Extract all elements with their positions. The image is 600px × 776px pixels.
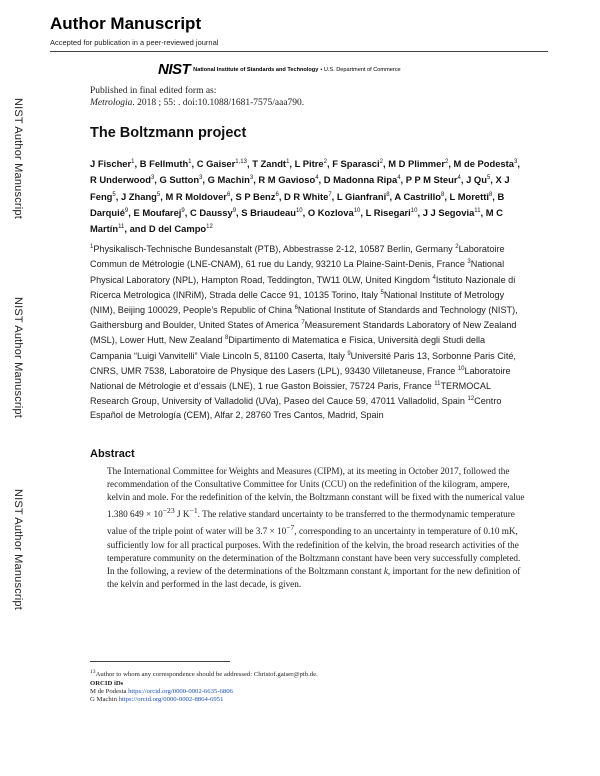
- author-name: J Fischer$^1$: [90, 158, 135, 170]
- affiliation-number: 4: [432, 274, 436, 281]
- affiliation-marker: 6: [226, 191, 231, 198]
- affiliation-marker: 3: [199, 175, 203, 182]
- author-name: M de Podesta$^3$: [453, 158, 518, 170]
- affiliation-item: $^1$Physikalisch-Technische Bundesanstalt (PTB), Abbestrasse 2-12, 10587 Berlin, Germany: [90, 244, 453, 255]
- author-name: J Zhang$^5$: [120, 190, 161, 202]
- author-name: R Underwood$^3$: [90, 174, 155, 186]
- affiliation-marker: 2: [444, 159, 449, 165]
- affiliation-item: $^8$Dipartimento di Matematica e Fisica, Università degli Studi della Campania “Luigi Vanvitelli” Viale Lincoln 5, 81100 Caserta, Italy: [90, 335, 486, 361]
- author-name: M C Martín$^{11}$: [90, 207, 503, 235]
- affiliation-number: 2: [455, 244, 459, 250]
- author-name: G Machin$^3$: [207, 174, 254, 186]
- author-name: C Daussy$^9$: [189, 207, 237, 219]
- affiliation-marker: 9: [181, 207, 185, 214]
- correspondence-text: Author to whom any correspondence should be addressed: Christof.gaiser@ptb.de.: [95, 671, 318, 679]
- abstract-part: . The relative standard uncertainty to be transferred to the thermodynamic temperature value of the triple point of water will be 3.7 × 10: [107, 509, 515, 537]
- affiliation-number: 3: [467, 259, 471, 266]
- affiliation-marker: 4: [397, 175, 401, 182]
- author-name: C Gaiser$^{1,13}$: [196, 158, 247, 170]
- orcid-name: M de Podesta: [90, 688, 127, 696]
- affiliation-number: 6: [294, 304, 298, 311]
- affiliation-item: $^7$Measurement Standards Laboratory of New Zealand (MSL), Lower Hutt, New Zealand: [90, 320, 517, 346]
- affiliation-number: 1: [90, 244, 94, 250]
- author-name: M R Moldover$^6$: [165, 190, 231, 202]
- nist-department: • U.S. Department of Commerce: [320, 66, 401, 73]
- author-name: L Risegari$^{10}$: [365, 207, 418, 219]
- affiliation-marker: 1: [131, 159, 135, 165]
- affiliation-marker: 7: [328, 191, 332, 198]
- affiliation-item: $^{11}$TERMOCAL Research Group, University of Valladolid (UVa), Paseo del Cauce 59, 47011 Valladolid, Spain: [90, 381, 491, 407]
- affiliation-number: 12: [467, 396, 475, 403]
- author-name: J J Segovia$^{11}$: [422, 207, 481, 219]
- author-name: X J Feng$^5$: [90, 174, 510, 202]
- orcid-entry: [90, 696, 318, 704]
- side-label-top: NIST Author Manuscript: [12, 98, 24, 219]
- affiliation-item: $^{12}$Centro Español de Metrología (CEM), Alfar 2, 28760 Tres Cantos, Madrid, Spain: [90, 396, 502, 420]
- header-title: Author Manuscript: [50, 14, 202, 33]
- affiliation-item: $^3$National Physical Laboratory (NPL), Hampton Road, Teddington, TW11 0LW, United Kingdom: [90, 259, 505, 285]
- journal-name: Metrologia: [90, 98, 133, 108]
- orcid-link[interactable]: https://orcid.org/0000-0002-6635-6806: [128, 688, 233, 696]
- footnotes: [90, 668, 318, 705]
- affiliation-marker: 10: [295, 207, 303, 214]
- affiliation-item: $^4$Istituto Nazionale di Ricerca Metrologica (INRiM), Strada delle Cacce 91, 10135 Torino, Italy: [90, 274, 516, 300]
- affiliation-marker: 3: [150, 175, 155, 182]
- footnote-divider: [90, 661, 230, 662]
- exponent: −23: [162, 506, 175, 516]
- exponent: −1: [189, 506, 198, 516]
- footnote-marker: 13: [90, 669, 96, 675]
- affiliation-item: $^{10}$Laboratoire National de Métrologie et d’essais (LNE), 1 rue Gaston Boissier, 75724 Paris, France: [90, 365, 511, 392]
- author-name: E Moufarej$^9$: [133, 207, 185, 219]
- author-joiner: and: [129, 223, 149, 235]
- author-name: S P Benz$^6$: [235, 190, 279, 202]
- author-name: G Sutton$^3$: [159, 174, 203, 186]
- exponent: −7: [286, 523, 295, 533]
- nist-banner: [158, 61, 401, 78]
- side-label-middle: NIST Author Manuscript: [12, 297, 24, 418]
- correspondence-note: [90, 668, 318, 680]
- affiliation-marker: 2: [379, 159, 383, 165]
- author-name: L Moretti$^8$: [449, 190, 493, 202]
- abstract-heading: Abstract: [90, 448, 135, 460]
- author-name: L Gianfrani$^8$: [336, 190, 390, 202]
- author-name: B Darquié$^9$: [90, 190, 505, 219]
- affiliation-number: 11: [434, 381, 441, 388]
- affiliation-number: 10: [457, 365, 465, 372]
- affiliation-marker: 5: [112, 191, 116, 198]
- nist-org-name: National Institute of Standards and Technology: [193, 66, 319, 73]
- affiliation-item: $^9$Université Paris 13, Sorbonne Paris Cité, CNRS, UMR 7538, Laboratoire de Physique des Lasers (LPL), 93430 Villetaneuse, France: [90, 350, 516, 376]
- abstract-part: The International Committee for Weights and Measures (CIPM), at its meeting in October 2017, followed the recommendation of the Consultative Committee for Units (CCU) on the redefinition of the kilogram, ampere, kelvin and mole. For the redefinition of the kelvin, the Boltzmann constant will be fixed with the numerical value 1.380 649 × 10: [107, 466, 525, 520]
- manuscript-header: [50, 14, 548, 84]
- affiliation-list: [90, 241, 520, 422]
- side-label-bottom: NIST Author Manuscript: [12, 489, 24, 610]
- affiliation-marker: 11: [474, 207, 481, 214]
- author-name: D Madonna Ripa$^4$: [323, 174, 401, 186]
- author-name: P P M Steur$^4$: [405, 174, 461, 186]
- affiliation-marker: 5: [156, 191, 161, 198]
- publication-line: Published in final edited form as:: [90, 86, 217, 96]
- affiliation-marker: 1,13: [235, 159, 247, 165]
- author-name: F Sparasci$^2$: [332, 158, 383, 170]
- affiliation-item: $^5$National Institute of Metrology (NIM), Beijing 100029, People’s Republic of China: [90, 289, 505, 315]
- publication-info: [90, 85, 304, 109]
- affiliation-marker: 3: [513, 159, 518, 165]
- affiliation-item: $^2$Laboratoire Commun de Métrologie (LNE-CNAM), 61 rue du Landy, 93210 La Plaine-Saint-Denis, France: [90, 244, 505, 270]
- boltzmann-symbol: k: [383, 565, 388, 576]
- author-name: A Castrillo$^8$: [394, 190, 445, 202]
- affiliation-marker: 9: [232, 207, 237, 214]
- author-name: L Pitre$^2$: [294, 158, 327, 170]
- affiliation-item: $^6$National Institute of Standards and Technology (NIST), Gaithersburg and Boulder, United States of America: [90, 304, 518, 331]
- affiliation-marker: 1: [188, 159, 192, 165]
- affiliation-marker: 5: [486, 175, 491, 182]
- abstract-part: J K: [174, 509, 190, 520]
- orcid-name: G Machin: [90, 696, 117, 704]
- affiliation-marker: 8: [386, 191, 390, 198]
- affiliation-marker: 12: [206, 224, 213, 231]
- affiliation-marker: 8: [440, 191, 445, 198]
- header-subtitle: Accepted for publication in a peer-reviewed journal: [50, 38, 219, 47]
- author-name: O Kozlova$^{10}$: [307, 207, 361, 219]
- orcid-link[interactable]: https://orcid.org/0000-0002-8864-6951: [118, 696, 224, 704]
- author-name: J Qu$^5$: [466, 174, 491, 186]
- author-name: R M Gavioso$^4$: [258, 174, 319, 186]
- author-name: S Briaudeau$^{10}$: [241, 207, 303, 219]
- author-list: J Fischer$^1$, B Fellmuth$^1$, C Gaiser$^{1,13}$, T Zandt$^1$, L Pitre$^2$, F Sparasci$^2$, M D Plimmer$^2$, M de Podesta$^3$, R Underwood$^3$, G Sutton$^3$, G Machin$^3$, R M Gavioso$^4$, D Madonna Ripa$^4$, P P M Steur$^4$, J Qu$^5$, X J Feng$^5$, J Zhang$^5$, M R Moldover$^6$, S P Benz$^6$, D R White$^7$, L Gianfrani$^8$, A Castrillo$^8$, L Moretti$^8$, B Darquié$^9$, E Moufarej$^9$, C Daussy$^9$, S Briaudeau$^{10}$, O Kozlova$^{10}$, L Risegari$^{10}$, J J Segovia$^{11}$, M C Martín$^{11}$, and D del Campo$^{12}$: [90, 158, 520, 235]
- author-name: D R White$^7$: [284, 190, 332, 202]
- author-name: D del Campo$^{12}$: [148, 223, 213, 235]
- abstract-part: , corresponding to an uncertainty in temperature of 0.10 mK, sufficiently low for all practical purposes. With the redefinition of the kelvin, the broad research activities of the temperature community on the determination of the Boltzmann constant have been very successfully completed. In the following, a review of the determinations of the Boltzmann constant: [107, 526, 521, 576]
- orcid-entry: [90, 688, 318, 696]
- author-name: M D Plimmer$^2$: [388, 158, 449, 170]
- affiliation-marker: 1: [286, 159, 290, 165]
- affiliation-marker: 10: [410, 207, 418, 214]
- affiliation-marker: 11: [118, 224, 125, 231]
- affiliation-number: 8: [224, 335, 229, 342]
- affiliation-number: 7: [301, 320, 305, 327]
- affiliation-marker: 4: [315, 175, 319, 182]
- affiliation-marker: 6: [275, 191, 279, 198]
- affiliation-marker: 3: [249, 175, 254, 182]
- affiliation-number: 9: [347, 350, 351, 357]
- nist-logo: NIST: [158, 61, 191, 78]
- paper-title: The Boltzmann project: [90, 125, 247, 141]
- header-divider: [50, 51, 548, 52]
- affiliation-marker: 4: [457, 175, 461, 182]
- orcid-heading: ORCID iDs: [90, 679, 124, 687]
- affiliation-marker: 8: [488, 191, 493, 198]
- abstract-part: , important for the new definition of the kelvin and performed in the last decade, is given.: [107, 565, 521, 589]
- citation-line: [90, 97, 304, 109]
- affiliation-marker: 10: [353, 207, 361, 214]
- affiliation-marker: 2: [323, 159, 327, 165]
- abstract-text: [107, 465, 527, 591]
- author-name: T Zandt$^1$: [252, 158, 290, 170]
- affiliation-number: 5: [380, 289, 384, 296]
- author-name: B Fellmuth$^1$: [139, 158, 192, 170]
- citation-details: . 2018 ; 55: . doi:10.1088/1681-7575/aaa790.: [132, 98, 305, 108]
- affiliation-marker: 9: [124, 207, 129, 214]
